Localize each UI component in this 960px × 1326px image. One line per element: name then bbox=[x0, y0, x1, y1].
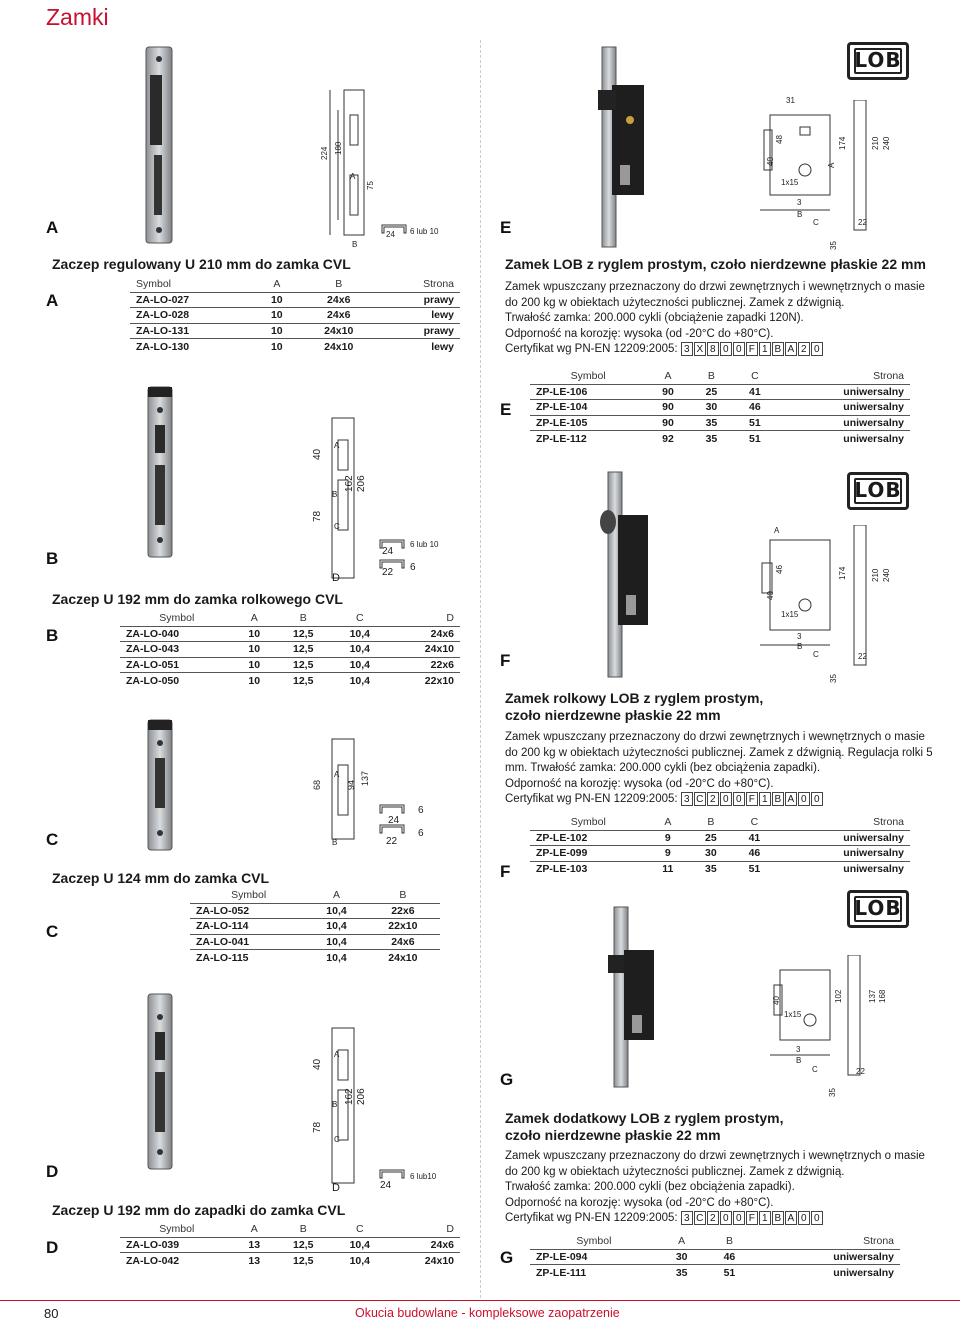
table-row: ZA-LO-115 10,4 24x10 bbox=[190, 950, 440, 966]
dim-162: 162 bbox=[344, 475, 355, 492]
dim-thickness: 6 lub 10 bbox=[410, 227, 439, 236]
section-letter-c: C bbox=[46, 830, 59, 849]
table-row: ZP-LE-103 11 35 51 uniwersalny bbox=[530, 861, 910, 877]
table-row: ZA-LO-130 10 24x10 lewy bbox=[130, 339, 460, 355]
dim-35: 35 bbox=[828, 1088, 837, 1097]
dim-180: 180 bbox=[334, 141, 343, 155]
dim-3: 3 bbox=[797, 198, 802, 207]
dim-102: 102 bbox=[834, 989, 843, 1003]
dim-a: A bbox=[334, 770, 340, 779]
table-letter-c: C bbox=[46, 922, 59, 941]
dim-162: 162 bbox=[344, 1088, 355, 1105]
lock-drawing-e bbox=[760, 100, 890, 240]
certificate-f: Certyfikat wg PN-EN 12209:2005: 3 C 2 0 0 F 1 B A 0 0 bbox=[505, 792, 933, 808]
table-row: ZP-LE-106 90 25 41 uniwersalny bbox=[530, 384, 910, 400]
certificate-e: Certyfikat wg PN-EN 12209:2005: 3 X 8 0 0 F 1 B A 2 0 bbox=[505, 342, 925, 358]
table-row: ZP-LE-104 90 30 46 uniwersalny bbox=[530, 400, 910, 416]
table-row: ZA-LO-114 10,4 22x10 bbox=[190, 919, 440, 935]
dim-78: 78 bbox=[312, 1121, 323, 1133]
spec-table-c: Symbol A B ZA-LO-052 10,4 22x6 ZA-LO-114 10,4 22x10 ZA-LO-041 10,4 24x6 ZA-LO-115 10,4 24x10 bbox=[190, 888, 440, 965]
dim-b: B bbox=[797, 642, 803, 651]
column-divider bbox=[480, 40, 481, 1298]
dim-c: C bbox=[334, 522, 340, 531]
dim-206: 206 bbox=[356, 475, 367, 492]
table-row: ZP-LE-111 35 51 uniwersalny bbox=[530, 1265, 900, 1281]
dim-78: 78 bbox=[312, 510, 323, 522]
lock-photo-f bbox=[590, 470, 650, 680]
table-row: ZA-LO-028 10 24x6 lewy bbox=[130, 308, 460, 324]
strike-plate-photo-b bbox=[145, 385, 175, 560]
dim-210: 210 bbox=[871, 568, 880, 582]
dim-40: 40 bbox=[312, 1058, 323, 1070]
dim-a: A bbox=[334, 1050, 340, 1059]
spec-table-d: Symbol A B C D ZA-LO-039 13 12,5 10,4 24x6 ZA-LO-042 13 12,5 10,4 24x10 bbox=[120, 1222, 460, 1268]
dim-22: 22 bbox=[858, 652, 867, 661]
dim-a: A bbox=[774, 526, 780, 535]
dim-b: B bbox=[352, 240, 358, 249]
dim-210: 210 bbox=[871, 136, 880, 150]
section-heading-e: Zamek LOB z ryglem prostym, czoło nierdzewne płaskie 22 mm bbox=[505, 256, 926, 272]
dim-1x15: 1x15 bbox=[781, 610, 799, 619]
dim-3: 3 bbox=[797, 632, 802, 641]
dim-d: D bbox=[332, 1182, 340, 1194]
dim-a: A bbox=[334, 441, 340, 450]
dim-thickness-1: 6 lub 10 bbox=[410, 540, 439, 549]
dim-c: C bbox=[812, 1065, 818, 1074]
table-row: ZA-LO-041 10,4 24x6 bbox=[190, 934, 440, 950]
table-letter-d: D bbox=[46, 1238, 59, 1257]
section-heading-f: Zamek rolkowy LOB z ryglem prostym, czoło nierdzewne płaskie 22 mm bbox=[505, 690, 764, 723]
dim-thickness-2: 6 bbox=[418, 828, 424, 839]
table-row: ZP-LE-094 30 46 uniwersalny bbox=[530, 1249, 900, 1265]
dim-137: 137 bbox=[360, 770, 370, 786]
dim-137: 137 bbox=[868, 989, 877, 1003]
spec-table-a: Symbol A B Strona ZA-LO-027 10 24x6 prawy ZA-LO-028 10 24x6 lewy ZA-LO-131 10 24x10 prawy ZA-LO-130 10 24x10 lewy bbox=[130, 277, 460, 354]
dim-1x15: 1x15 bbox=[784, 1010, 802, 1019]
dim-a: A bbox=[350, 172, 356, 181]
dim-thickness-2: 6 bbox=[410, 562, 416, 573]
section-letter-f: F bbox=[500, 651, 511, 670]
lock-photo-g bbox=[600, 905, 660, 1090]
lock-drawing-g bbox=[770, 955, 880, 1085]
section-letter-e: E bbox=[500, 218, 512, 237]
lob-logo: LOB bbox=[847, 42, 909, 80]
dim-b: B bbox=[797, 210, 803, 219]
table-row: ZP-LE-102 9 25 41 uniwersalny bbox=[530, 830, 910, 846]
spec-table-f: Symbol A B C Strona ZP-LE-102 9 25 41 uniwersalny ZP-LE-099 9 30 46 uniwersalny ZP-LE-103 11 35 51 uniwersalny bbox=[530, 815, 910, 877]
dimension-drawing-a bbox=[320, 80, 440, 250]
dim-22: 22 bbox=[386, 836, 398, 847]
dim-c: C bbox=[813, 650, 819, 659]
lob-logo: LOB bbox=[847, 890, 909, 928]
section-letter-g: G bbox=[500, 1070, 514, 1089]
dim-48: 48 bbox=[775, 135, 784, 144]
description-f: Zamek wpuszczany przeznaczony do drzwi zewnętrznych i wewnętrznych o masie do 200 kg w obiektach użyteczności publicznej. Zamek z dźwignią. Regulacja rolki 5 mm. Trwałość zamka: 200.000 cykli (bez obciążenia zapadki). Odporność na korozję: wysoka (od -20°C do +80°C). Certyfikat wg PN-EN 12209:2005: 3 C 2 0 0 F 1 B A 0 0 bbox=[505, 730, 933, 808]
dim-1x15: 1x15 bbox=[781, 178, 799, 187]
footer-text: Okucia budowlane - kompleksowe zaopatrzenie bbox=[355, 1306, 620, 1320]
dim-c: C bbox=[334, 1135, 340, 1144]
section-heading-b: Zaczep U 192 mm do zamka rolkowego CVL bbox=[52, 591, 343, 607]
table-letter-b: B bbox=[46, 626, 59, 645]
section-heading-c: Zaczep U 124 mm do zamka CVL bbox=[52, 870, 270, 886]
section-heading-a: Zaczep regulowany U 210 mm do zamka CVL bbox=[52, 256, 351, 272]
dimension-drawing-c bbox=[320, 735, 430, 850]
table-letter-e: E bbox=[500, 400, 512, 419]
dim-b: B bbox=[332, 1100, 338, 1109]
table-letter-g: G bbox=[500, 1248, 514, 1267]
dim-thickness-1: 6 bbox=[418, 805, 424, 816]
dim-24: 24 bbox=[388, 815, 400, 826]
strike-plate-photo-a bbox=[140, 45, 180, 245]
spec-table-e: Symbol A B C Strona ZP-LE-106 90 25 41 uniwersalny ZP-LE-104 90 30 46 uniwersalny ZP-LE-105 90 35 51 uniwersalny ZP-LE-112 92 35 51 uniwersalny bbox=[530, 369, 910, 446]
dim-174: 174 bbox=[838, 566, 847, 580]
table-letter-f: F bbox=[500, 862, 511, 881]
dim-40: 40 bbox=[312, 448, 323, 460]
table-row: ZA-LO-043 10 12,5 10,4 24x10 bbox=[120, 642, 460, 658]
strike-plate-photo-d bbox=[145, 992, 175, 1172]
dim-40: 40 bbox=[766, 157, 775, 166]
dim-75: 75 bbox=[366, 181, 375, 190]
table-row: ZA-LO-027 10 24x6 prawy bbox=[130, 292, 460, 308]
certificate-g: Certyfikat wg PN-EN 12209:2005: 3 C 2 0 0 F 1 B A 0 0 bbox=[505, 1211, 925, 1227]
spec-table-g: Symbol A B Strona ZP-LE-094 30 46 uniwersalny ZP-LE-111 35 51 uniwersalny bbox=[530, 1234, 900, 1280]
lob-logo: LOB bbox=[847, 472, 909, 510]
table-letter-a: A bbox=[46, 291, 59, 310]
lock-photo-e bbox=[590, 45, 650, 250]
dim-c: C bbox=[813, 218, 819, 227]
lock-drawing-f bbox=[760, 525, 890, 675]
strike-plate-photo-c bbox=[145, 718, 175, 853]
table-row: ZA-LO-051 10 12,5 10,4 22x6 bbox=[120, 657, 460, 673]
dim-68: 68 bbox=[312, 779, 322, 790]
dim-3: 3 bbox=[796, 1045, 801, 1054]
dim-240: 240 bbox=[882, 568, 891, 582]
section-letter-a: A bbox=[46, 218, 59, 237]
dim-24: 24 bbox=[382, 546, 394, 557]
dim-a: A bbox=[827, 162, 836, 168]
section-letter-d: D bbox=[46, 1162, 59, 1181]
table-row: ZA-LO-042 13 12,5 10,4 24x10 bbox=[120, 1253, 460, 1269]
dim-24: 24 bbox=[386, 230, 395, 239]
section-heading-g: Zamek dodatkowy LOB z ryglem prostym, czoło nierdzewne płaskie 22 mm bbox=[505, 1110, 784, 1143]
table-row: ZP-LE-112 92 35 51 uniwersalny bbox=[530, 431, 910, 447]
dim-94: 94 bbox=[346, 779, 356, 790]
dim-40: 40 bbox=[772, 996, 781, 1005]
dim-22: 22 bbox=[856, 1067, 865, 1076]
section-heading-d: Zaczep U 192 mm do zapadki do zamka CVL bbox=[52, 1202, 346, 1218]
dim-224: 224 bbox=[320, 146, 329, 160]
dim-31: 31 bbox=[786, 96, 795, 105]
footer-divider bbox=[0, 1300, 960, 1301]
table-row: ZA-LO-040 10 12,5 10,4 24x6 bbox=[120, 626, 460, 642]
dim-240: 240 bbox=[882, 136, 891, 150]
page-title: Zamki bbox=[46, 4, 109, 30]
table-row: ZP-LE-099 9 30 46 uniwersalny bbox=[530, 846, 910, 862]
dim-b: B bbox=[332, 838, 338, 847]
table-row: ZA-LO-039 13 12,5 10,4 24x6 bbox=[120, 1237, 460, 1253]
dim-22: 22 bbox=[858, 218, 867, 227]
table-row: ZA-LO-050 10 12,5 10,4 22x10 bbox=[120, 673, 460, 689]
dim-35: 35 bbox=[829, 674, 838, 683]
table-row: ZP-LE-105 90 35 51 uniwersalny bbox=[530, 415, 910, 431]
dim-d: D bbox=[332, 572, 340, 584]
table-row: ZA-LO-052 10,4 22x6 bbox=[190, 903, 440, 919]
dim-174: 174 bbox=[838, 136, 847, 150]
dim-b: B bbox=[332, 490, 338, 499]
dim-24: 24 bbox=[380, 1180, 392, 1191]
section-letter-b: B bbox=[46, 549, 59, 568]
dim-22: 22 bbox=[382, 567, 394, 578]
dim-thickness: 6 lub10 bbox=[410, 1172, 437, 1181]
dim-40: 40 bbox=[766, 591, 775, 600]
spec-table-b: Symbol A B C D ZA-LO-040 10 12,5 10,4 24x6 ZA-LO-043 10 12,5 10,4 24x10 ZA-LO-051 10 12,5 10,4 22x6 ZA-LO-050 10 12,5 10,4 22x10 bbox=[120, 611, 460, 688]
dim-b: B bbox=[796, 1056, 802, 1065]
description-g: Zamek wpuszczany przeznaczony do drzwi zewnętrznych i wewnętrznych o masie do 200 kg w obiektach użyteczności publicznej. Zamek z dźwignią. Trwałość zamka: 200.000 cykli (bez obciążenia zapadki). Odporność na korozję: wysoka (od -20°C do +80°C). Certyfikat wg PN-EN 12209:2005: 3 C 2 0 0 F 1 B A 0 0 bbox=[505, 1149, 925, 1227]
page-number: 80 bbox=[44, 1306, 59, 1321]
description-e: Zamek wpuszczany przeznaczony do drzwi zewnętrznych i wewnętrznych o masie do 200 kg w obiektach użyteczności publicznej. Zamek z dźwignią. Trwałość zamka: 200.000 cykli (obciążenie zapadki 120N). Odporność na korozję: wysoka (od -20°C do +80°C). Certyfikat wg PN-EN 12209:2005: 3 X 8 0 0 F 1 B A 2 0 bbox=[505, 280, 925, 358]
dim-35: 35 bbox=[829, 241, 838, 250]
table-row: ZA-LO-131 10 24x10 prawy bbox=[130, 323, 460, 339]
dim-206: 206 bbox=[356, 1088, 367, 1105]
dim-46: 46 bbox=[775, 565, 784, 574]
dim-168: 168 bbox=[878, 989, 887, 1003]
